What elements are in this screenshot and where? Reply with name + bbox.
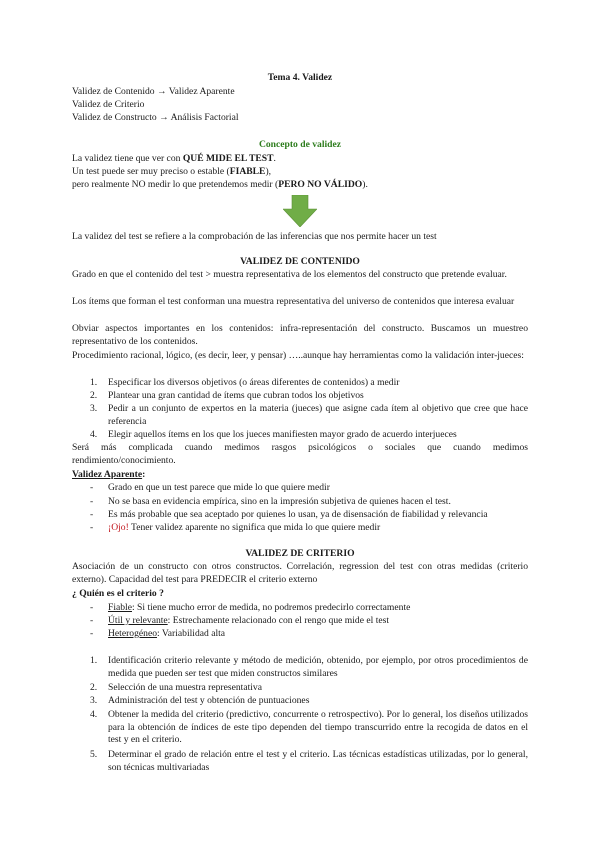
ojo-warning: ¡Ojo!: [108, 522, 129, 533]
contenido-paragraph: Procedimiento racional, lógico, (es decir, leer, y pensar) …..aunque hay herramientas como la validación inter-jueces:: [72, 350, 524, 361]
text-segment: : Estrechamente relacionado con el rengo que mide el test: [167, 615, 390, 626]
aparente-label: [72, 469, 145, 482]
text-segment: Un test puede ser muy preciso o estable (: [72, 166, 230, 177]
list-number: 4.: [90, 709, 98, 720]
concepto-heading: Concepto de validez: [258, 139, 342, 150]
concepto-line-1: [72, 153, 276, 166]
text-segment: ).: [362, 179, 368, 190]
bullet-text: [108, 522, 528, 535]
prop-label: Fiable: [108, 602, 132, 613]
list-text: Selección de una muestra representativa: [108, 682, 262, 693]
contenido-paragraph: Obviar aspectos importantes en los contenidos: infra-representación del constructo. Buscamos un muestreo representativo de los contenidos.: [72, 323, 528, 347]
list-text: Plantear una gran cantidad de ítems que cubran todos los objetivos: [108, 390, 364, 401]
colon: :: [142, 469, 146, 480]
text-segment: pero realmente NO medir lo que pretendemos medir (: [72, 179, 279, 190]
bullet-text: [108, 615, 528, 628]
page-title: Tema 4. Validez: [267, 72, 333, 83]
list-text: Especificar los diversos objetivos (o áreas diferentes de contenidos) a medir: [108, 377, 400, 388]
bullet: -: [90, 615, 94, 626]
contenido-paragraph: Grado en que el contenido del test > muestra representativa de los elementos del constructo que pretende evaluar.: [72, 269, 507, 280]
intro-line: Validez de Constructo → Análisis Factorial: [72, 112, 239, 123]
list-number: 2.: [90, 682, 98, 693]
bullet-text: [108, 628, 528, 641]
prop-label: Heterogéneo: [108, 628, 158, 639]
text-segment-bold: FIABLE: [229, 166, 266, 177]
text-segment-bold: PERO NO VÁLIDO: [278, 179, 363, 190]
intro-line: Validez de Contenido → Validez Aparente: [72, 86, 235, 97]
contenido-paragraph: Los ítems que forman el test conforman una muestra representativa del universo de contenidos que interesa evaluar: [72, 296, 515, 307]
text-segment: ),: [265, 166, 272, 177]
text-segment-bold: QUÉ MIDE EL TEST: [182, 153, 274, 164]
bullet: -: [90, 496, 94, 507]
list-number: 1.: [90, 655, 98, 666]
list-text: Administración del test y obtención de puntuaciones: [108, 695, 310, 706]
list-text: Pedir a un conjunto de expertos en la materia (jueces) que asigne cada ítem al objetivo que cree que hace referencia: [108, 403, 528, 427]
intro-line: Validez de Criterio: [72, 99, 145, 110]
concepto-line-2: [72, 166, 271, 179]
bullet: -: [90, 522, 94, 533]
text-segment: : Variabilidad alta: [157, 628, 226, 639]
bullet-text: No se basa en evidencia empírica, sino en la impresión subjetiva de quienes hacen el test.: [108, 496, 451, 507]
list-text: Elegir aquellos ítems en los que los jueces manifiesten mayor grado de acuerdo interjueces: [108, 429, 457, 440]
list-number: 3.: [90, 695, 98, 706]
list-number: 4.: [90, 429, 98, 440]
list-text: Determinar el grado de relación entre el test y el criterio. Las técnicas estadísticas utilizadas, por lo general, son técnicas multivariadas: [108, 749, 528, 773]
aparente-title: Validez Aparente: [72, 469, 143, 480]
text-segment: La validez tiene que ver con: [72, 153, 183, 164]
bullet: -: [90, 628, 94, 639]
list-number: 5.: [90, 749, 98, 760]
text-segment: Tener validez aparente no significa que mida lo que quiere medir: [128, 522, 381, 533]
prop-label: Útil y relevante: [108, 615, 168, 626]
list-number: 2.: [90, 390, 98, 401]
list-text: Identificación criterio relevante y método de medición, obtenido, por ejemplo, por otros procedimientos de medida que pueden ser test que miden constructos similares: [108, 655, 528, 679]
bullet-text: Grado en que un test parece que mide lo que quiere medir: [108, 482, 330, 493]
list-number: 1.: [90, 377, 98, 388]
text-segment: : Si tiene mucho error de medida, no podremos predecirlo correctamente: [131, 602, 411, 613]
contenido-heading: VALIDEZ DE CONTENIDO: [240, 256, 360, 267]
down-arrow-icon: [283, 195, 317, 227]
criterio-paragraph: Asociación de un constructo con otros constructos. Correlación, regression del test con otras medidas (criterio externo). Capacidad del test para PREDECIR el criterio externo: [72, 561, 528, 585]
bullet: -: [90, 509, 94, 520]
contenido-paragraph: Será más complicada cuando medimos rasgos psicológicos o sociales que cuando medimos rendimiento/conocimiento.: [72, 442, 528, 466]
bullet: -: [90, 482, 94, 493]
criterio-heading: VALIDEZ DE CRITERIO: [245, 548, 355, 559]
concepto-conclusion: La validez del test se refiere a la comprobación de las inferencias que nos permite hacer un test: [72, 231, 437, 242]
list-text: Obtener la medida del criterio (predictivo, concurrente o retrospectivo). Por lo general, los diseños utilizados para la obtención de índices de este tipo dependen del tiempo transcurrido entre la recogida de datos en el test y en el criterio.: [108, 709, 528, 746]
bullet-text: Es más probable que sea aceptado por quienes lo usan, ya de disensación de fiabilidad y relevancia: [108, 509, 488, 520]
criterio-question: ¿ Quién es el criterio ?: [72, 588, 164, 599]
list-number: 3.: [90, 403, 98, 414]
text-segment: .: [273, 153, 276, 164]
concepto-line-3: [72, 179, 368, 192]
bullet: -: [90, 602, 94, 613]
bullet-text: [108, 602, 528, 615]
